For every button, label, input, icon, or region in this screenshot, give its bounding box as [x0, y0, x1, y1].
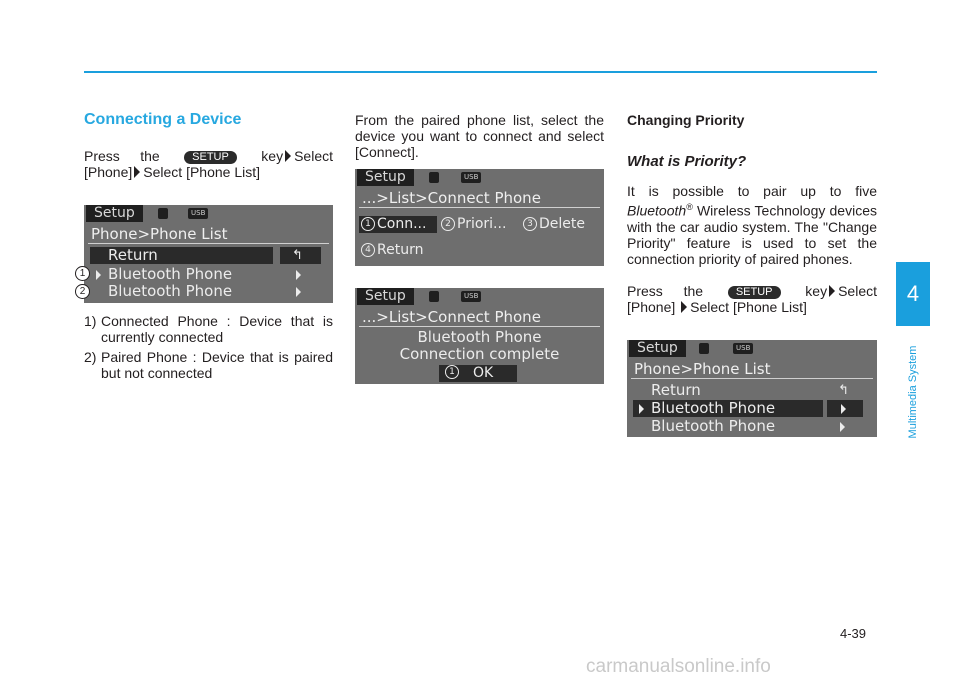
what-is-priority-heading: What is Priority?	[627, 153, 747, 170]
instruction-line-1: Press the SETUP key Select	[627, 282, 877, 299]
screen-phone-list-priority	[627, 340, 877, 437]
usb-badge: USB	[188, 208, 208, 219]
return-arrow-icon[interactable]: ↰	[280, 247, 321, 264]
screen-connect-phone-options	[355, 169, 604, 266]
triangle-right-icon	[285, 150, 291, 162]
screen-title: ...>List>Connect Phone	[362, 308, 541, 326]
triangle-right-icon	[96, 270, 101, 280]
bluetooth-icon	[158, 208, 168, 219]
triangle-right-icon	[134, 166, 140, 178]
text-key: key Select	[261, 148, 334, 164]
screen-rule	[359, 207, 600, 208]
screen-setup-tab: Setup	[86, 205, 143, 222]
chapter-tab	[896, 262, 930, 326]
return-arrow-icon: ↰	[838, 383, 849, 398]
screen-setup-tab: Setup	[629, 340, 686, 357]
screen-title: ...>List>Connect Phone	[362, 189, 541, 207]
option-priority[interactable]: 2 Priori...	[441, 216, 521, 233]
triangle-right-icon	[840, 422, 845, 432]
header-rule	[84, 71, 877, 73]
list-item-return[interactable]: Return	[90, 247, 273, 264]
changing-priority-heading: Changing Priority	[627, 112, 745, 128]
message-connection-complete: Connection complete	[399, 345, 560, 363]
page-number: 4-39	[840, 626, 867, 641]
column-1	[84, 112, 333, 180]
instruction-line-1	[84, 148, 333, 164]
instruction-line-2: [Phone] Select [Phone List]	[627, 298, 807, 315]
screen-connection-complete	[355, 288, 604, 384]
bluetooth-icon	[699, 343, 709, 354]
option-connect[interactable]: 1 Conn...	[359, 216, 437, 233]
notes-list	[84, 313, 333, 381]
triangle-right-icon	[639, 404, 644, 414]
screen-title: Phone>Phone List	[634, 360, 771, 378]
priority-paragraph: It is possible to pair up to five Bluetooth® Wireless Technology devices with the car audio system. The "Change Priority" feature is used to set the connection priority of paired phones.	[627, 183, 877, 267]
bluetooth-italic: Bluetooth	[627, 202, 687, 219]
triangle-right-icon	[296, 287, 301, 297]
section-heading: Connecting a Device	[84, 111, 242, 128]
screen-phone-list	[84, 205, 333, 303]
usb-badge: USB	[461, 172, 481, 183]
column-3	[627, 112, 877, 315]
message-phone-name: Bluetooth Phone	[417, 328, 542, 346]
option-delete[interactable]: 3 Delete	[523, 216, 603, 233]
list-item-phone-1[interactable]: Bluetooth Phone	[90, 266, 327, 283]
ok-button[interactable]: 1 OK	[439, 365, 517, 382]
note-1: 1) Connected Phone : Device that is currently connected	[84, 313, 333, 345]
connect-paragraph: From the paired phone list, select the device you want to connect and select [Connect].	[355, 112, 604, 160]
screen-rule	[88, 243, 329, 244]
screen-title: Phone>Phone List	[91, 225, 228, 243]
phone-1-arrow[interactable]	[827, 400, 863, 417]
list-item-phone-2[interactable]: Bluetooth Phone	[633, 418, 871, 435]
triangle-right-icon	[829, 285, 835, 297]
note-2: 2) Paired Phone : Device that is paired but not connected	[84, 349, 333, 381]
triangle-right-icon	[681, 301, 687, 313]
option-return[interactable]: 4 Return	[359, 242, 598, 259]
column-2	[355, 112, 604, 160]
usb-badge: USB	[733, 343, 753, 354]
screen-rule	[631, 378, 873, 379]
text-select-list: Select [Phone List]	[143, 164, 261, 180]
instruction-line-2	[84, 164, 333, 180]
list-item-return[interactable]: Return ↰	[651, 381, 849, 399]
bluetooth-icon	[429, 172, 439, 183]
setup-key-badge: SETUP	[728, 286, 781, 299]
screen-rule	[359, 326, 600, 327]
list-item-phone-1[interactable]: Bluetooth Phone	[633, 400, 823, 417]
list-item-phone-2[interactable]: Bluetooth Phone	[90, 283, 327, 300]
chapter-label: Multimedia System	[907, 345, 919, 439]
callout-2: 2	[75, 284, 90, 299]
setup-key-badge: SETUP	[184, 151, 237, 164]
chapter-label-box	[880, 342, 946, 442]
watermark: carmanualsonline.info	[586, 656, 771, 677]
usb-badge: USB	[461, 291, 481, 302]
bluetooth-icon	[429, 291, 439, 302]
screen-setup-tab: Setup	[357, 169, 414, 186]
text-phone: [Phone]	[84, 164, 133, 180]
callout-1: 1	[75, 266, 90, 281]
screen-setup-tab: Setup	[357, 288, 414, 305]
text-press: Press the	[84, 148, 160, 164]
chapter-number: 4	[906, 281, 920, 306]
triangle-right-icon	[296, 270, 301, 280]
triangle-right-icon	[841, 404, 846, 414]
